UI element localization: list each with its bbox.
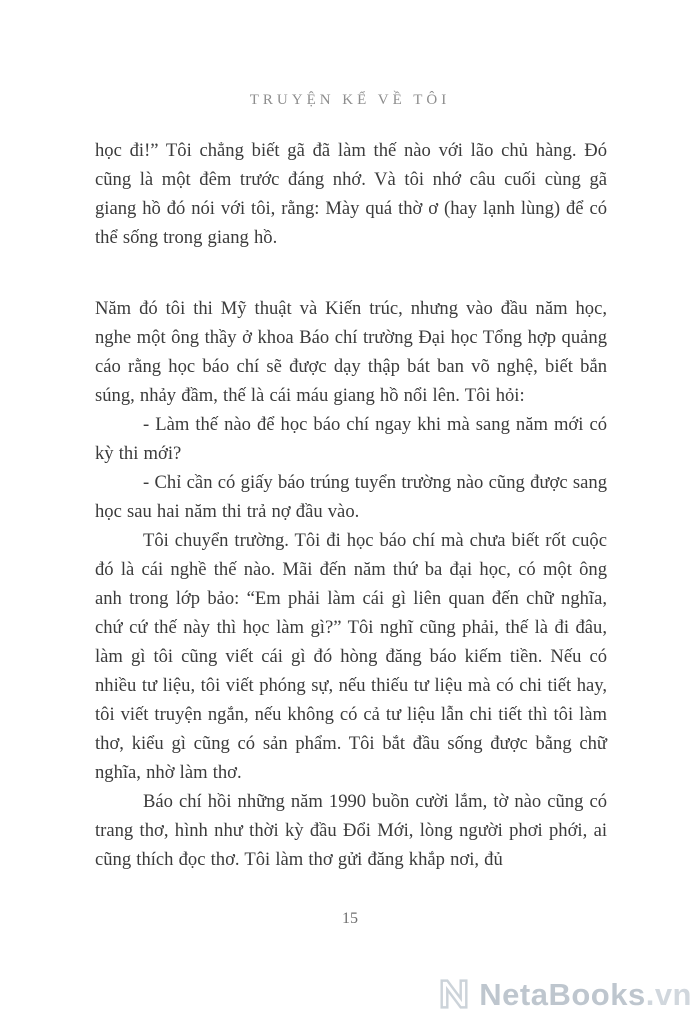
paragraph: Năm đó tôi thi Mỹ thuật và Kiến trúc, nhưng vào đầu năm học, nghe một ông thầy ở khoa Báo chí trường Đại học Tổng hợp quảng cáo rằng học báo chí sẽ được dạy thập bát ban võ nghệ, biết bắn súng, nhảy đầm, thế là cái máu giang hồ nổi lên. Tôi hỏi: <box>95 298 607 406</box>
paragraph: - Chỉ cần có giấy báo trúng tuyển trường nào cũng được sang học sau hai năm thi trả nợ đầu vào. <box>95 472 607 522</box>
paragraph: học đi!” Tôi chẳng biết gã đã làm thế nào với lão chủ hàng. Đó cũng là một đêm trước đáng nhớ. Và tôi nhớ câu cuối cùng gã giang hồ đó nói với tôi, rằng: Mày quá thờ ơ (hay lạnh lùng) để có thể sống trong giang hồ. <box>95 140 607 248</box>
watermark-domain: .vn <box>645 976 692 1012</box>
netabooks-logo-icon <box>435 975 473 1013</box>
paragraph: - Làm thế nào để học báo chí ngay khi mà sang năm mới có kỳ thi mới? <box>95 414 607 464</box>
paragraph: Tôi chuyển trường. Tôi đi học báo chí mà chưa biết rốt cuộc đó là cái nghề thế nào. Mãi đến năm thứ ba đại học, có một ông anh trong lớp bảo: “Em phải làm cái gì liên quan đến chữ nghĩa, chứ cứ thế này thì học làm gì?” Tôi nghĩ cũng phải, thế là đi đâu, làm gì tôi cũng viết cái gì đó hòng đăng báo kiếm tiền. Nếu có nhiều tư liệu, tôi viết phóng sự, nếu thiếu tư liệu mà có chi tiết hay, tôi viết truyện ngắn, nếu không có cả tư liệu lẫn chi tiết thì tôi làm thơ, kiểu gì cũng có sản phẩm. Tôi bắt đầu sống được bằng chữ nghĩa, nhờ làm thơ. <box>95 530 607 783</box>
paragraph: Báo chí hồi những năm 1990 buồn cười lắm, tờ nào cũng có trang thơ, hình như thời kỳ đầu Đổi Mới, lòng người phơi phới, ai cũng thích đọc thơ. Tôi làm thơ gửi đăng khắp nơi, đủ <box>95 791 607 870</box>
page-body <box>95 136 607 874</box>
watermark-brand: NetaBooks <box>479 976 646 1012</box>
watermark-text <box>479 976 692 1012</box>
running-head: TRUYỆN KỂ VỀ TÔI <box>249 92 451 108</box>
watermark <box>435 975 692 1013</box>
page-number: 15 <box>342 910 358 927</box>
